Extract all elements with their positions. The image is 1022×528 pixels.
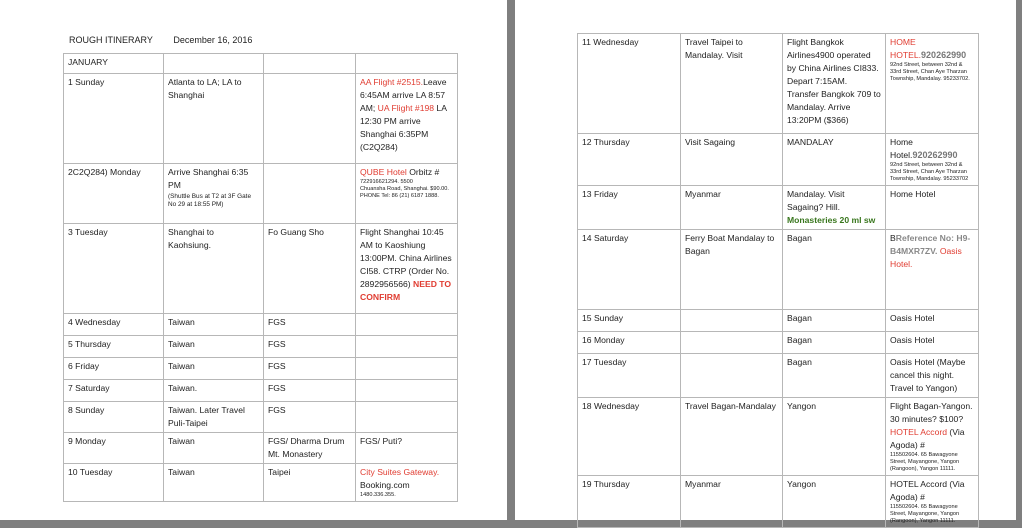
location-cell <box>264 74 356 164</box>
location-cell <box>783 134 886 186</box>
table-row <box>64 314 458 336</box>
notes-cell <box>356 464 458 502</box>
note-segment: AA Flight #2515. <box>360 77 424 87</box>
table-row <box>578 398 979 476</box>
date-cell: 8 Sunday <box>64 402 164 433</box>
notes-cell <box>886 34 979 134</box>
activity-text: Travel Bagan-Mandalay <box>685 401 776 411</box>
location-cell <box>783 34 886 134</box>
note-segment: Oasis Hotel <box>890 313 935 323</box>
activity-cell <box>164 224 264 314</box>
activity-text: Ferry Boat Mandalay to Bagan <box>685 233 775 256</box>
notes-cell <box>886 476 979 528</box>
table-row <box>578 476 979 528</box>
document-page-left <box>0 0 507 520</box>
note-segment: Home Hotel. <box>890 137 913 160</box>
location-cell <box>264 358 356 380</box>
location-cell <box>264 54 356 74</box>
date-cell: 16 Monday <box>578 332 681 354</box>
note-segment: Oasis Hotel. <box>890 246 962 269</box>
notes-cell <box>356 54 458 74</box>
note-segment: FGS/ Puti? <box>360 436 403 446</box>
activity-text: Myanmar <box>685 189 721 199</box>
note-segment: Home Hotel <box>890 189 936 199</box>
date-cell: 2C2Q284) Monday <box>64 164 164 224</box>
date-cell: 9 Monday <box>64 433 164 464</box>
location-cell <box>783 230 886 310</box>
notes-cell <box>886 134 979 186</box>
activity-cell <box>164 433 264 464</box>
activity-text: Taiwan <box>168 361 195 371</box>
location-text: Bagan <box>787 233 812 243</box>
note-segment: B <box>890 233 896 243</box>
activity-cell <box>681 354 783 398</box>
activity-cell <box>681 476 783 528</box>
location-cell <box>264 464 356 502</box>
location-text: MANDALAY <box>787 137 834 147</box>
date-cell: 19 Thursday <box>578 476 681 528</box>
location-cell <box>264 336 356 358</box>
note-segment: 722916621294. 5500 <box>360 179 413 185</box>
activity-cell <box>164 74 264 164</box>
notes-cell <box>356 336 458 358</box>
note-segment: Reference No: H9-B4MXR7ZV. <box>890 233 971 256</box>
note-segment: 115502604. 65 Bawagyone Street, Mayangone, Yangon (Rangoon), Yangon 11111. <box>890 504 960 524</box>
notes-cell <box>356 314 458 336</box>
note-segment: Oasis Hotel (Maybe cancel this night. Travel to Yangon) <box>890 357 966 393</box>
activity-cell <box>164 164 264 224</box>
notes-cell <box>356 433 458 464</box>
table-row <box>64 380 458 402</box>
notes-cell <box>356 224 458 314</box>
activity-text: Taiwan <box>168 339 195 349</box>
activity-text: Arrive Shanghai 6:35 PM <box>168 167 249 190</box>
note-segment: 92nd Street, between 32nd & 33rd Street, Chan Aye Tharzan Township, Mandalay. 95233702. <box>890 62 970 82</box>
location-text: Flight Bangkok Airlines4900 operated by China Airlines CI833. Depart 7:15AM. Transfer Bangkok 709 to Mandalay. Arrive 13:20PM ($366) <box>787 37 881 125</box>
activity-text: Taiwan. <box>168 383 198 393</box>
location-text: FGS <box>268 361 286 371</box>
document-title: ROUGH ITINERARY <box>69 35 153 45</box>
note-segment: HOTEL Accord <box>890 427 947 437</box>
note-segment: 1480.336.355. <box>360 492 396 498</box>
note-segment: HOME HOTEL. <box>890 37 922 60</box>
activity-text: Shanghai to Kaohsiung. <box>168 227 214 250</box>
activity-text: Atlanta to LA; LA to Shanghai <box>168 77 242 100</box>
note-segment: Booking.com <box>360 480 410 490</box>
notes-cell <box>886 332 979 354</box>
date-cell: 17 Tuesday <box>578 354 681 398</box>
location-text: Bagan <box>787 313 812 323</box>
table-row <box>578 332 979 354</box>
location-text: Yangon <box>787 401 816 411</box>
table-row <box>578 354 979 398</box>
activity-cell <box>164 314 264 336</box>
location-text: Taipei <box>268 467 291 477</box>
table-row <box>578 186 979 230</box>
location-text: Fo Guang Sho <box>268 227 324 237</box>
activity-text: Taiwan <box>168 436 195 446</box>
notes-cell <box>356 74 458 164</box>
date-cell: 18 Wednesday <box>578 398 681 476</box>
location-cell <box>783 476 886 528</box>
itinerary-table-right <box>577 33 979 528</box>
table-row <box>64 402 458 433</box>
location-extra: Monasteries 20 ml sw <box>787 215 876 225</box>
note-segment: Flight Shanghai 10:45 AM to Kaoshiung 13:00PM. China Airlines CI58. CTRP (Order No. 2892956566) <box>360 227 452 289</box>
date-cell: 10 Tuesday <box>64 464 164 502</box>
date-cell: JANUARY <box>64 54 164 74</box>
date-cell: 15 Sunday <box>578 310 681 332</box>
activity-cell <box>164 336 264 358</box>
location-cell <box>783 186 886 230</box>
location-text: FGS <box>268 339 286 349</box>
location-text: Bagan <box>787 335 812 345</box>
note-segment: 920262990 <box>921 50 967 60</box>
notes-cell <box>886 186 979 230</box>
document-header <box>69 35 270 45</box>
activity-cell <box>681 310 783 332</box>
table-row <box>578 34 979 134</box>
date-cell: 12 Thursday <box>578 134 681 186</box>
activity-cell <box>164 54 264 74</box>
table-row <box>64 164 458 224</box>
itinerary-table-left <box>63 53 458 502</box>
note-segment: UA Flight #198 <box>377 103 435 113</box>
table-row <box>64 74 458 164</box>
document-page-right <box>515 0 1016 524</box>
location-cell <box>783 332 886 354</box>
activity-cell <box>681 332 783 354</box>
activity-cell <box>681 230 783 310</box>
location-text: FGS <box>268 317 286 327</box>
table-row <box>64 336 458 358</box>
date-cell: 5 Thursday <box>64 336 164 358</box>
note-segment: NEED TO CONFIRM <box>360 279 452 302</box>
activity-text: Taiwan. Later Travel Puli-Taipei <box>168 405 245 428</box>
date-cell: 11 Wednesday <box>578 34 681 134</box>
activity-cell <box>164 358 264 380</box>
location-text: Mandalay. Visit Sagaing? Hill. <box>787 189 845 212</box>
note-segment: Oasis Hotel <box>890 335 935 345</box>
activity-cell <box>164 380 264 402</box>
location-cell <box>264 224 356 314</box>
location-text: FGS <box>268 405 286 415</box>
note-segment: 920262990 <box>912 150 958 160</box>
activity-text: Travel Taipei to Mandalay. Visit <box>685 37 743 60</box>
activity-text: Myanmar <box>685 479 721 489</box>
date-cell: 3 Tuesday <box>64 224 164 314</box>
location-cell <box>264 402 356 433</box>
note-segment: HOTEL Accord (Via Agoda) # <box>890 479 965 502</box>
note-segment: 115502604. 65 Bawagyone Street, Mayangone, Yangon (Rangoon), Yangon 11111. <box>890 452 960 472</box>
table-row <box>578 310 979 332</box>
notes-cell <box>886 398 979 476</box>
location-text: Bagan <box>787 357 812 367</box>
notes-cell <box>356 402 458 433</box>
activity-text: Visit Sagaing <box>685 137 736 147</box>
note-segment: 92nd Street, between 32nd & 33rd Street, Chan Aye Tharzan Township, Mandalay. 95233702 <box>890 162 969 182</box>
location-text: FGS <box>268 383 286 393</box>
activity-text: Taiwan <box>168 467 195 477</box>
note-segment: QUBE Hotel <box>360 167 407 177</box>
notes-cell <box>886 354 979 398</box>
date-cell: 1 Sunday <box>64 74 164 164</box>
activity-note: (Shuttle Bus at T2 at 3F Gate No 29 at 18:55 PM) <box>168 193 252 208</box>
location-cell <box>783 310 886 332</box>
note-segment: LA 12:30 PM arrive Shanghai 6:35PM (C2Q284) <box>360 103 447 152</box>
table-row <box>64 464 458 502</box>
note-segment: Chuansha Road, Shanghai. $90.00. PHONE Tel: 86 (21) 6187 1888. <box>360 186 449 199</box>
notes-cell <box>356 380 458 402</box>
notes-cell <box>886 310 979 332</box>
location-text: Yangon <box>787 479 816 489</box>
location-cell <box>783 398 886 476</box>
activity-cell <box>681 34 783 134</box>
table-row <box>64 433 458 464</box>
activity-cell <box>681 186 783 230</box>
notes-cell <box>356 358 458 380</box>
note-segment: Leave 6:45AM arrive LA 8:57 AM; <box>360 77 447 113</box>
table-row <box>64 358 458 380</box>
date-cell: 14 Saturday <box>578 230 681 310</box>
note-segment: Flight Bagan-Yangon. 30 minutes? $100? <box>890 401 973 424</box>
note-segment: (Via Agoda) # <box>890 427 965 450</box>
location-cell <box>264 380 356 402</box>
table-row <box>578 134 979 186</box>
location-cell <box>264 314 356 336</box>
activity-cell <box>164 464 264 502</box>
date-cell: 7 Saturday <box>64 380 164 402</box>
document-date: December 16, 2016 <box>173 35 253 45</box>
location-cell <box>264 433 356 464</box>
date-cell: 4 Wednesday <box>64 314 164 336</box>
table-row <box>64 54 458 74</box>
date-cell: 13 Friday <box>578 186 681 230</box>
note-segment: Orbitz # <box>406 167 440 177</box>
location-cell <box>264 164 356 224</box>
table-row <box>578 230 979 310</box>
date-cell: 6 Friday <box>64 358 164 380</box>
activity-cell <box>681 398 783 476</box>
activity-text: Taiwan <box>168 317 195 327</box>
location-text: FGS/ Dharma Drum Mt. Monastery <box>268 436 345 459</box>
location-cell <box>783 354 886 398</box>
notes-cell <box>886 230 979 310</box>
table-row <box>64 224 458 314</box>
note-segment: City Suites Gateway. <box>360 467 440 477</box>
activity-cell <box>681 134 783 186</box>
activity-cell <box>164 402 264 433</box>
notes-cell <box>356 164 458 224</box>
